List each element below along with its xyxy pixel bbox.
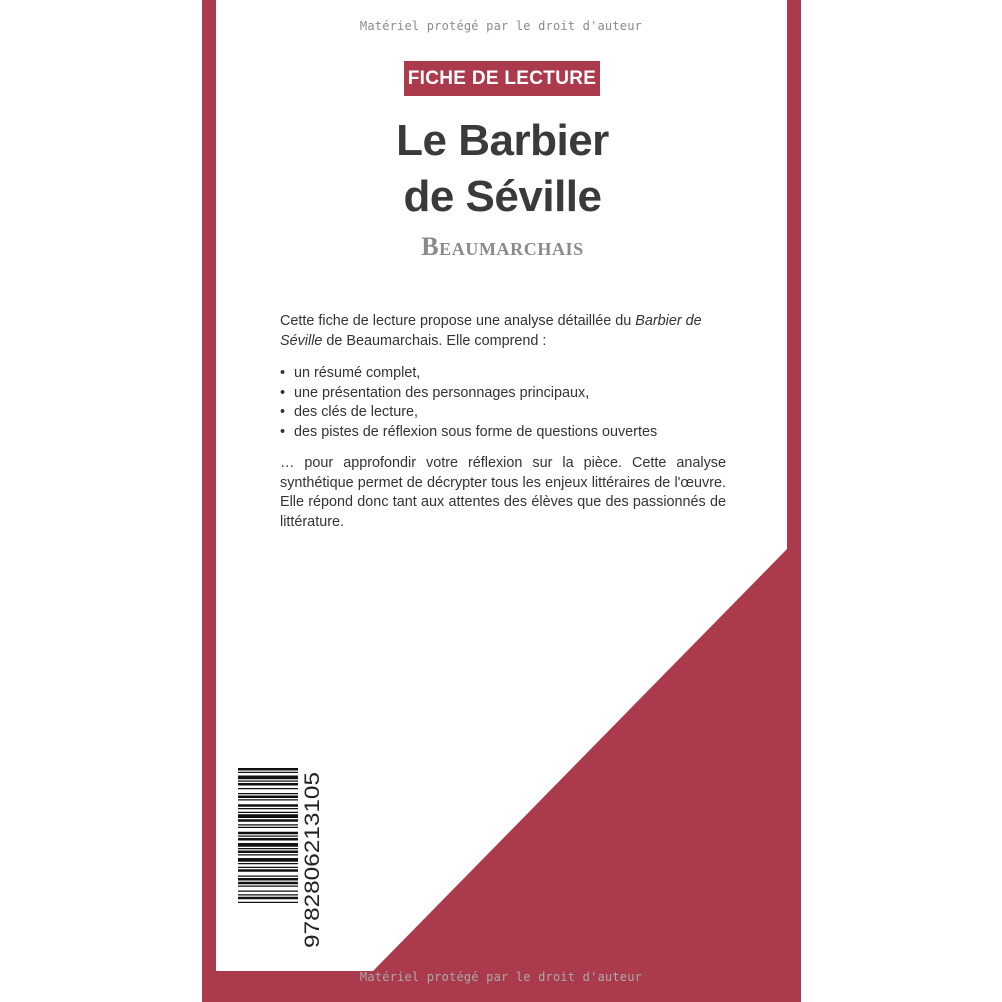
barcode-bar <box>238 832 298 835</box>
barcode-bar <box>238 854 298 855</box>
barcode-bar <box>238 891 298 892</box>
barcode-bar <box>238 827 298 828</box>
intro-book-title: Barbier de Séville <box>280 313 702 349</box>
list-item: • une présentation des personnages principaux, <box>280 384 726 404</box>
barcode-bar <box>238 882 298 885</box>
barcode-bar <box>238 848 298 849</box>
barcode-bar <box>238 768 298 771</box>
copyright-watermark-bottom: Matériel protégé par le droit d'auteur <box>359 970 643 984</box>
barcode-bar <box>238 869 298 872</box>
list-item: • des clés de lecture, <box>280 403 726 423</box>
title-line-1: Le Barbier <box>396 116 609 165</box>
book-title <box>300 113 705 225</box>
contents-list <box>280 364 726 442</box>
barcode-bar <box>238 796 298 799</box>
barcode-bar <box>238 897 298 900</box>
list-item: • des pistes de réflexion sous forme de questions ouvertes <box>280 423 726 443</box>
barcode-bar <box>238 843 298 847</box>
list-item: • un résumé complet, <box>280 364 726 384</box>
barcode-bar <box>238 781 298 782</box>
barcode-bar <box>238 812 298 813</box>
outro-paragraph: … pour approfondir votre réflexion sur la pièce. Cette analyse synthétique permet de décrypter tous les enjeux littéraires de l'œuvre. Elle répond donc tant aux attentes des élèves que des passionnés de littérature. <box>280 455 726 530</box>
barcode-bar <box>238 799 298 800</box>
intro-paragraph <box>280 312 726 351</box>
barcode-bar <box>238 808 298 809</box>
barcode-bar <box>238 894 298 895</box>
barcode-bar <box>238 867 298 868</box>
barcode-bar <box>238 824 298 825</box>
isbn-digits: 9782806213105 <box>301 796 324 948</box>
copyright-watermark-top: Matériel protégé par le droit d'auteur <box>359 19 643 33</box>
barcode-bar <box>238 858 298 862</box>
barcode-bar <box>238 902 298 903</box>
isbn-text-svg <box>300 770 324 950</box>
barcode-bar <box>238 814 298 818</box>
barcode-bar <box>238 863 298 864</box>
barcode-bar <box>238 819 298 822</box>
barcode-bar <box>238 838 298 841</box>
barcode-bar <box>238 772 298 773</box>
barcode-bar <box>238 851 298 854</box>
barcode-bar <box>238 886 298 887</box>
barcode-bar <box>238 788 298 789</box>
barcode-bar <box>238 876 298 877</box>
barcode-bar <box>238 878 298 881</box>
author-name: Beaumarchais <box>421 232 584 261</box>
barcode-bar <box>238 836 298 837</box>
isbn-number <box>300 770 324 950</box>
barcode-bar <box>238 776 298 780</box>
barcode-bar <box>238 804 298 807</box>
title-line-2: de Séville <box>403 172 602 221</box>
barcode-bar <box>238 783 298 786</box>
intro-text-1: Cette fiche de lecture propose une analyse détaillée du <box>280 313 636 329</box>
series-label: FICHE DE LECTURE <box>404 61 600 96</box>
barcode-bar <box>238 793 298 794</box>
intro-text-2: de Beaumarchais. Elle comprend : <box>322 332 547 349</box>
